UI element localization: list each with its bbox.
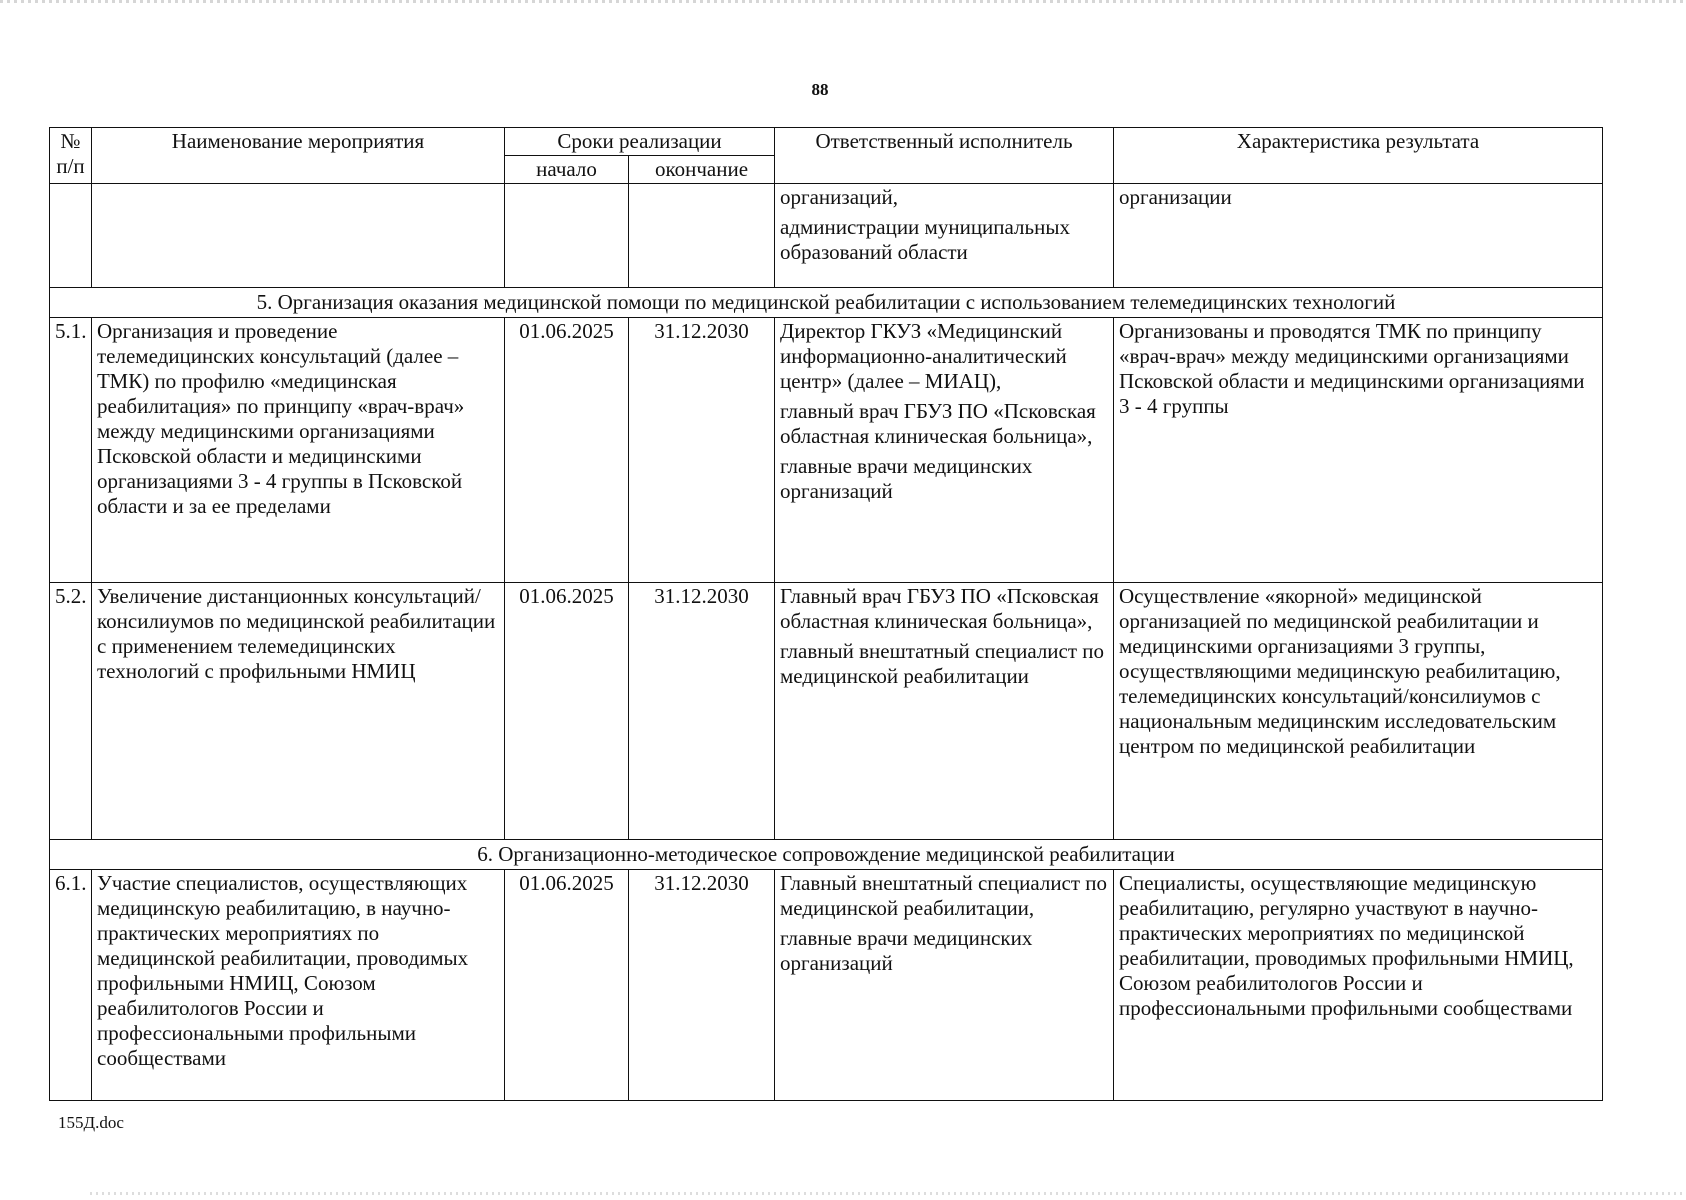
cell-end: 31.12.2030 — [629, 870, 775, 1101]
cell-num: 6.1. — [50, 870, 92, 1101]
page-number: 88 — [811, 80, 829, 99]
cell-responsible — [775, 870, 1114, 1101]
header-responsible: Ответственный исполнитель — [775, 128, 1114, 184]
cell-end — [629, 184, 775, 288]
responsible-line: Главный внештатный специалист по медицинской реабилитации, — [780, 871, 1108, 920]
cell-num — [50, 184, 92, 288]
cell-name: Организация и проведение телемедицинских консультаций (далее – ТМК) по профилю «медицинская реабилитация» по принципу «врач-врач» между медицинскими организациями Псковской области и медицинскими организациями 3 - 4 группы в Псковской области и за ее пределами — [92, 318, 505, 583]
section-row-5 — [50, 288, 1603, 318]
responsible-line: главные врачи медицинских организаций — [780, 926, 1033, 975]
responsible-line: главный внештатный специалист по медицинской реабилитации — [780, 639, 1105, 688]
table-row-5-1 — [50, 318, 1603, 583]
cell-responsible — [775, 583, 1114, 840]
cell-start — [505, 184, 629, 288]
measures-table — [49, 127, 1603, 1101]
scan-edge-top — [0, 0, 1686, 3]
cell-name: Участие специалистов, осуществляющих медицинскую реабилитацию, в научно-практических мероприятиях по медицинской реабилитации, проводимых профильными НМИЦ, Союзом реабилитологов России и профессиональными профильными сообществами — [92, 870, 505, 1101]
responsible-line: Главный врач ГБУЗ ПО «Псковская областная клиническая больница», — [780, 584, 1099, 633]
cell-start: 01.06.2025 — [505, 870, 629, 1101]
cell-responsible — [775, 318, 1114, 583]
section-title-5: 5. Организация оказания медицинской помощи по медицинской реабилитации с использованием телемедицинских технологий — [50, 288, 1603, 318]
table-row-5-2 — [50, 583, 1603, 840]
responsible-line: главные врачи медицинских организаций — [780, 454, 1033, 503]
responsible-line: Директор ГКУЗ «Медицинский информационно-аналитический центр» (далее – МИАЦ), — [780, 319, 1067, 393]
header-row — [50, 128, 1603, 156]
section-row-6 — [50, 840, 1603, 870]
cell-result: организации — [1114, 184, 1603, 288]
responsible-line: главный врач ГБУЗ ПО «Псковская областная клиническая больница», — [780, 399, 1096, 448]
cell-name: Увеличение дистанционных консультаций/консилиумов по медицинской реабилитации с применением телемедицинских технологий с профильными НМИЦ — [92, 583, 505, 840]
table-row-6-1 — [50, 870, 1603, 1101]
cell-responsible — [775, 184, 1114, 288]
scan-edge-bottom — [90, 1192, 1686, 1195]
cell-end: 31.12.2030 — [629, 318, 775, 583]
cell-name — [92, 184, 505, 288]
header-num: № п/п — [50, 128, 92, 184]
cell-num: 5.2. — [50, 583, 92, 840]
cell-num: 5.1. — [50, 318, 92, 583]
cell-result: Специалисты, осуществляющие медицинскую реабилитацию, регулярно участвуют в научно-практических мероприятиях по медицинской реабилитации, проводимых профильными НМИЦ, Союзом реабилитологов России и профессиональными профильными сообществами — [1114, 870, 1603, 1101]
responsible-line: администрации муниципальных образований области — [780, 215, 1070, 264]
responsible-line: организаций, — [780, 185, 898, 209]
table-row-continuation — [50, 184, 1603, 288]
header-result: Характеристика результата — [1114, 128, 1603, 184]
cell-end: 31.12.2030 — [629, 583, 775, 840]
cell-start: 01.06.2025 — [505, 583, 629, 840]
header-terms: Сроки реализации — [505, 128, 775, 156]
cell-result: Организованы и проводятся ТМК по принципу «врач-врач» между медицинскими организациями Псковской области и медицинскими организациями 3 - 4 группы — [1114, 318, 1603, 583]
header-start: начало — [505, 156, 629, 184]
cell-result: Осуществление «якорной» медицинской организацией по медицинской реабилитации и медицинскими организациями 3 группы, осуществляющими медицинскую реабилитацию, телемедицинских консультаций/консилиумов с национальным медицинским исследовательским центром по медицинской реабилитации — [1114, 583, 1603, 840]
header-name: Наименование мероприятия — [92, 128, 505, 184]
footer-filename: 155Д.doc — [58, 1113, 124, 1132]
section-title-6: 6. Организационно-методическое сопровождение медицинской реабилитации — [50, 840, 1603, 870]
header-end: окончание — [629, 156, 775, 184]
cell-start: 01.06.2025 — [505, 318, 629, 583]
